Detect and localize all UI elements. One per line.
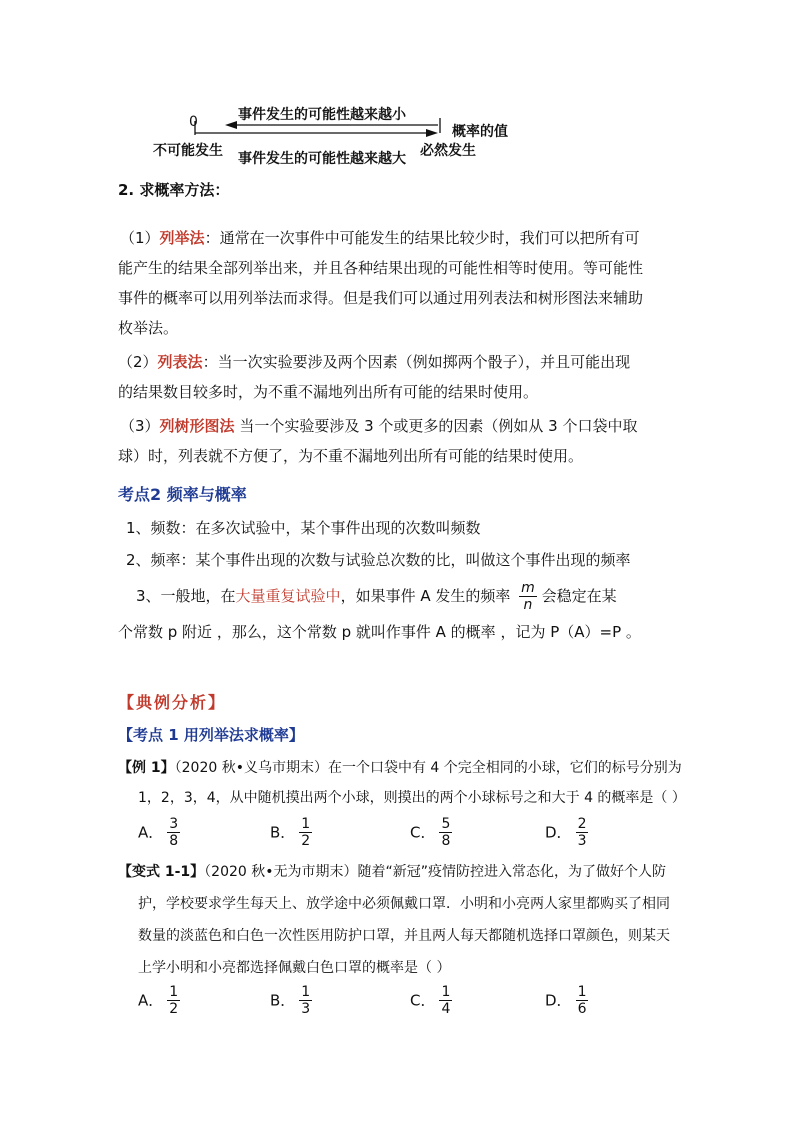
scale-left-label: 不可能发生 (153, 143, 223, 159)
example1-line2: 1，2，3，4，从中随机摸出两个小球，则摸出的两个小球标号之和大于 4 的概率是（ ） (138, 790, 686, 806)
scale-prob-label: 概率的值 (452, 124, 508, 140)
kp2-item1: 1、频数：在多次试验中，某个事件出现的次数叫频数 (126, 519, 481, 537)
kp1-title: 【考点 1 用列举法求概率】 (118, 726, 304, 744)
method2-term: 列表法 (157, 353, 203, 371)
example1-tag: 【例 1】 (118, 760, 175, 776)
variant1-line1: 【变式 1-1】（2020 秋•无为市期末）随着“新冠”疫情防控进入常态化，为了做好个人防 (118, 864, 667, 880)
method1-line1: （1）列举法：通常在一次事件中可能发生的结果比较少时，我们可以把所有可 (120, 229, 640, 247)
scale-bottom-text: 事件发生的可能性越来越大 (238, 151, 406, 167)
variant1-line3: 数量的淡蓝色和白色一次性医用防护口罩，并且两人每天都随机选择口罩颜色，则某天 (138, 928, 670, 944)
variant1-option-b: B． $\frac{1}{3}$ (270, 984, 311, 1017)
method3-line2: 球）时，列表就不方便了，为不重不漏地列出所有可能的结果时使用。 (118, 447, 584, 465)
example1-option-d: D． $\frac{2}{3}$ (545, 816, 587, 849)
section2-heading: 2. 求概率方法： (118, 181, 230, 199)
variant1-line2: 护，学校要求学生每天上、放学途中必须佩戴口罩．小明和小亮两人家里都购买了相同 (138, 896, 670, 912)
variant1-tag: 【变式 1-1】 (118, 864, 205, 880)
example1-line1: 【例 1】（2020 秋•义乌市期末）在一个口袋中有 4 个完全相同的小球，它们的标号分别为 (118, 760, 682, 776)
analysis-banner: 【典例分析】 (118, 693, 227, 712)
example1-option-c: C． $\frac{5}{8}$ (410, 816, 451, 849)
method1-line4: 枚举法。 (118, 319, 179, 337)
method1-term: 列举法 (159, 229, 205, 247)
kp2-highlight: 大量重复试验中 (235, 587, 341, 605)
method3-term: 列树形图法 (159, 417, 235, 435)
method2-line2: 的结果数目较多时，为不重不漏地列出所有可能的结果时使用。 (118, 383, 539, 401)
scale-top-text: 事件发生的可能性越来越小 (238, 107, 406, 123)
variant1-option-a: A． $\frac{1}{2}$ (138, 984, 179, 1017)
variant1-option-d: D． $\frac{1}{6}$ (545, 984, 587, 1017)
scale-right-label: 必然发生 (420, 143, 476, 159)
method3-line1: （3）列树形图法 当一个实验要涉及 3 个或更多的因素（例如从 3 个口袋中取 (120, 417, 638, 435)
example1-option-b: B． $\frac{1}{2}$ (270, 816, 311, 849)
variant1-option-c: C． $\frac{1}{4}$ (410, 984, 451, 1017)
method2-line1: （2）列表法：当一次实验要涉及两个因素（例如掷两个骰子），并且可能出现 (118, 353, 631, 371)
method1-line3: 事件的概率可以用列举法而求得。但是我们可以通过用列表法和树形图法来辅助 (118, 289, 644, 307)
kp2-heading: 考点2 频率与概率 (118, 485, 247, 504)
kp2-item3-line1: 3、一般地，在大量重复试验中，如果事件 A 发生的频率 $\frac{m}{n}$ 会稳定在某 (136, 580, 617, 613)
scale-arrows (190, 118, 445, 148)
scale-zero: 0 (189, 114, 198, 130)
kp2-item2: 2、频率：某个事件出现的次数与试验总次数的比，叫做这个事件出现的频率 (126, 551, 631, 569)
example1-option-a: A． $\frac{3}{8}$ (138, 816, 179, 849)
method1-line2: 能产生的结果全部列举出来，并且各种结果出现的可能性相等时使用。等可能性 (118, 259, 644, 277)
kp2-item3-line2: 个常数 p 附近 ，那么，这个常数 p 就叫作事件 A 的概率 ，记为 P（A）=P 。 (118, 623, 641, 641)
frequency-fraction: $\frac{m}{n}$ (521, 580, 535, 613)
variant1-line4: 上学小明和小亮都选择佩戴白色口罩的概率是（ ） (138, 960, 451, 976)
